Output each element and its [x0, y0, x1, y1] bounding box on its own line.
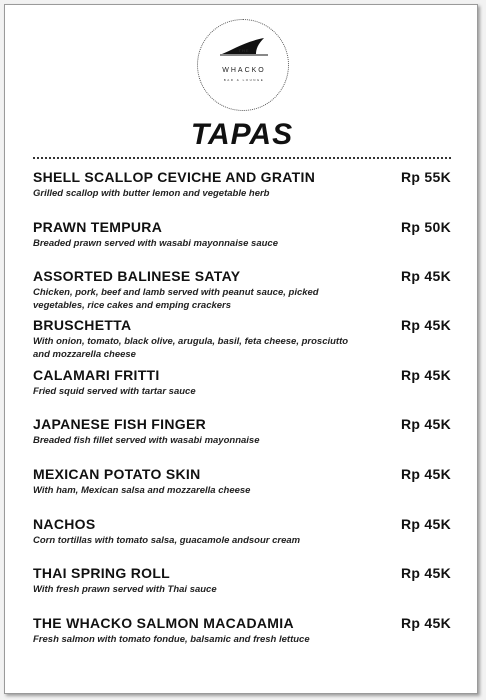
menu-item-scallop — [33, 169, 451, 200]
menu-item-spring-roll — [33, 565, 451, 596]
item-price: Rp 45K — [400, 268, 451, 284]
item-name: ASSORTED BALINESE SATAY — [33, 268, 241, 284]
item-description: Breaded prawn served with wasabi mayonnaise sauce — [33, 238, 278, 249]
item-price: Rp 45K — [400, 466, 451, 482]
item-name: MEXICAN POTATO SKIN — [33, 466, 201, 482]
menu-item-calamari — [33, 367, 451, 398]
item-price: Rp 50K — [400, 219, 451, 235]
menu-item-satay — [33, 268, 451, 312]
item-name: PRAWN TEMPURA — [33, 219, 163, 235]
item-name: JAPANESE FISH FINGER — [33, 416, 206, 432]
item-price: Rp 45K — [400, 416, 451, 432]
item-name: THE WHACKO SALMON MACADAMIA — [33, 615, 294, 631]
item-price: Rp 55K — [400, 169, 451, 185]
item-description: With ham, Mexican salsa and mozzarella cheese — [33, 485, 251, 496]
title-divider — [33, 157, 451, 159]
menu-list — [33, 169, 451, 645]
item-price: Rp 45K — [400, 367, 451, 383]
item-description: With fresh prawn served with Thai sauce — [33, 584, 217, 595]
menu-item-potato-skin — [33, 466, 451, 497]
brand-subtitle: BAR & LOUNGE — [223, 78, 265, 82]
brand-logo — [197, 19, 289, 111]
item-description: Fresh salmon with tomato fondue, balsamic and fresh lettuce — [33, 634, 310, 645]
menu-page — [4, 4, 478, 694]
menu-item-salmon — [33, 615, 451, 646]
shark-fin-icon — [218, 36, 270, 56]
item-price: Rp 45K — [400, 565, 451, 581]
item-name: THAI SPRING ROLL — [33, 565, 171, 581]
item-description: Fried squid served with tartar sauce — [33, 386, 196, 397]
item-price: Rp 45K — [400, 615, 451, 631]
item-description: Grilled scallop with butter lemon and vegetable herb — [33, 188, 270, 199]
item-description: Corn tortillas with tomato salsa, guacamole andsour cream — [33, 535, 301, 546]
menu-item-prawn-tempura — [33, 219, 451, 250]
item-name: CALAMARI FRITTI — [33, 367, 160, 383]
page-title: TAPAS — [190, 118, 294, 151]
item-name: BRUSCHETTA — [33, 317, 132, 333]
brand-name: WHACKO — [222, 67, 266, 74]
menu-item-nachos — [33, 516, 451, 547]
item-price: Rp 45K — [400, 516, 451, 532]
item-description: Chicken, pork, beef and lamb served with peanut sauce, picked vegetables, rice cakes and emping crackers — [33, 287, 319, 311]
brand-top: THE — [238, 48, 250, 53]
menu-item-fish-finger — [33, 416, 451, 447]
item-name: SHELL SCALLOP CEVICHE AND GRATIN — [33, 169, 316, 185]
item-price: Rp 45K — [400, 317, 451, 333]
menu-item-bruschetta — [33, 317, 451, 361]
item-description: Breaded fish fillet served with wasabi mayonnaise — [33, 435, 260, 446]
item-description: With onion, tomato, black olive, arugula, basil, feta cheese, prosciutto and mozzarella cheese — [33, 336, 349, 360]
item-name: NACHOS — [33, 516, 96, 532]
